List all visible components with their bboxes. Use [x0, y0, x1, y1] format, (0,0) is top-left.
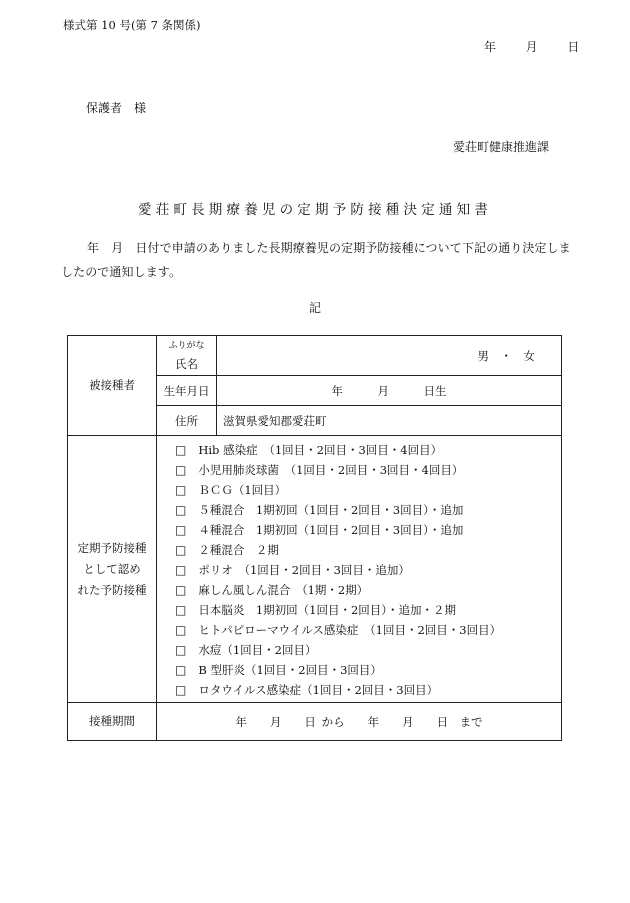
issue-date [484, 38, 579, 55]
vaccine-checkbox[interactable]: □ [175, 643, 187, 657]
body-text: 年 月 日付で申請のありました長期療養児の定期予防接種について下記の通り決定しましたので通知します。 [61, 241, 571, 279]
vaccine-item [175, 660, 561, 680]
period-label: 接種期間 [68, 703, 157, 741]
vaccine-label [68, 436, 157, 703]
vaccine-label-text: ＢＣＧ（1回目） [198, 483, 287, 497]
vaccine-checkbox[interactable]: □ [175, 563, 187, 577]
vaccine-checkbox[interactable]: □ [175, 523, 187, 537]
vaccine-checkbox[interactable]: □ [175, 543, 187, 557]
vaccine-label-text: ヒトパピローマウイルス感染症 （1回目・2回目・3回目） [198, 623, 502, 637]
vaccine-item [175, 480, 561, 500]
dob-label: 生年月日 [157, 376, 217, 406]
vaccine-label-text: 小児用肺炎球菌 （1回目・2回目・3回目・4回目） [198, 463, 464, 477]
ki-heading: 記 [308, 301, 321, 315]
address-field[interactable]: 滋賀県愛知郡愛荘町 [217, 406, 562, 436]
vaccine-checkbox[interactable]: □ [175, 443, 187, 457]
subject-label: 被接種者 [68, 336, 157, 436]
vaccine-item [175, 680, 561, 700]
vaccine-label-text: ２種混合 ２期 [198, 543, 279, 557]
vaccine-label-text: 麻しん風しん混合 （1期・2期） [198, 583, 369, 597]
vaccine-checkbox[interactable]: □ [175, 503, 187, 517]
vaccine-item [175, 540, 561, 560]
date-month-label: 月 [525, 40, 538, 54]
vaccine-item [175, 580, 561, 600]
document-title: 愛荘町長期療養児の定期予防接種決定通知書 [138, 202, 492, 218]
form-number: 様式第 10 号(第 7 条関係) [63, 18, 201, 32]
vaccine-checkbox[interactable]: □ [175, 623, 187, 637]
vaccine-checkbox[interactable]: □ [175, 603, 187, 617]
address-label: 住所 [157, 406, 217, 436]
vaccine-item [175, 600, 561, 620]
vaccine-item [175, 620, 561, 640]
vaccine-label-text: ５種混合 1期初回（1回目・2回目・3回目）・追加 [198, 503, 464, 517]
vaccine-checkbox[interactable]: □ [175, 683, 187, 697]
recipient: 保護者 様 [86, 101, 147, 115]
sex-field[interactable]: 男 ・ 女 [217, 336, 562, 376]
name-label-cell [157, 336, 217, 376]
vaccine-label-text: 水痘（1回目・2回目） [198, 643, 317, 657]
vaccine-item [175, 500, 561, 520]
vaccine-list [157, 436, 562, 703]
vaccine-item [175, 520, 561, 540]
vaccine-label-text: B 型肝炎（1回目・2回目・3回目） [198, 663, 382, 677]
vaccine-checkbox[interactable]: □ [175, 463, 187, 477]
furigana-label: ふりがな [168, 340, 205, 351]
issuer: 愛荘町健康推進課 [453, 140, 550, 154]
dob-field[interactable]: 年 月 日生 [217, 376, 562, 406]
vaccine-checkbox[interactable]: □ [175, 663, 187, 677]
name-label: 氏名 [175, 356, 198, 371]
date-day-label: 日 [567, 40, 580, 54]
vaccine-label-text: Hib 感染症 （1回目・2回目・3回目・4回目） [198, 443, 443, 457]
vaccine-checkbox[interactable]: □ [175, 483, 187, 497]
vaccine-label-text: 日本脳炎 1期初回（1回目・2回目）・追加・２期 [198, 603, 457, 617]
vaccine-label-text: ポリオ （1回目・2回目・3回目・追加） [198, 563, 410, 577]
notification-table [67, 335, 562, 741]
vaccine-label-line: れた予防接種 [77, 582, 147, 597]
date-year-label: 年 [484, 40, 497, 54]
vaccine-label-text: ロタウイルス感染症（1回目・2回目・3回目） [198, 683, 439, 697]
period-field[interactable]: 年 月 日 から 年 月 日 まで [157, 703, 562, 741]
vaccine-label-line: 定期予防接種 [77, 540, 147, 555]
vaccine-checkbox[interactable]: □ [175, 583, 187, 597]
vaccine-label-text: ４種混合 1期初回（1回目・2回目・3回目）・追加 [198, 523, 464, 537]
vaccine-item [175, 560, 561, 580]
vaccine-item [175, 640, 561, 660]
vaccine-label-line: として認め [83, 561, 141, 576]
vaccine-item [175, 460, 561, 480]
vaccine-item [175, 440, 561, 460]
